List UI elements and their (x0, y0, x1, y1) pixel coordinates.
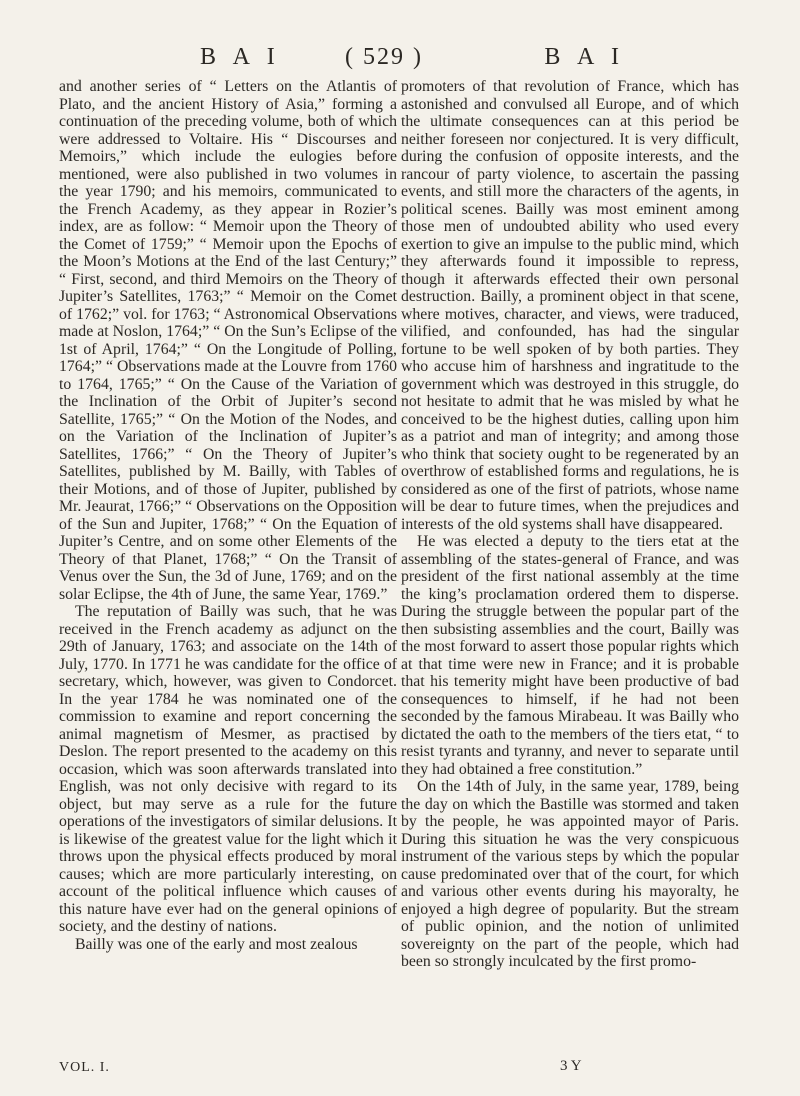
left-column (59, 78, 397, 953)
running-header (200, 44, 625, 74)
page-number: ( 529 ) (345, 44, 423, 70)
paragraph: and another series of “ Letters on the Atlantis of Plato, and the ancient History of Asia,” forming a continuation of the preceding volume, both of which were addressed to Voltaire. His “ Discourses and Memoirs,” which include the eulogies before mentioned, were also published in two volumes in the year 1790; and his memoirs, communicated to the French Academy, as they appear in Rozier’s index, are as follow: “ Memoir upon the Theory of the Comet of 1759;” “ Memoir upon the Epochs of the Moon’s Motions at the End of the last Century;” “ First, second, and third Memoirs on the Theory of Jupiter’s Satellites, 1763;” “ Memoir on the Comet of 1762;” vol. for 1763; “ Astronomical Observations made at Noslon, 1764;” “ On the Sun’s Eclipse of the 1st of April, 1764;” “ On the Longitude of Polling, 1764;” “ Observations made at the Louvre from 1760 to 1764, 1765;” “ On the Cause of the Variation of the Inclination of the Orbit of Jupiter’s second Satellite, 1765;” “ On the Motion of the Nodes, and on the Variation of the Inclination of Jupiter’s Satellites, 1766;” “ On the Theory of Jupiter’s Satellites, published by M. Bailly, with Tables of their Motions, and of those of Jupiter, published by Mr. Jeaurat, 1766;” “ Observations on the Opposition of the Sun and Jupiter, 1768;” “ On the Equation of Jupiter’s Centre, and on some other Elements of the Theory of that Planet, 1768;” “ On the Transit of Venus over the Sun, the 3d of June, 1769; and on the solar Eclipse, the 4th of June, the same Year, 1769.” (59, 78, 397, 603)
right-column (401, 78, 739, 971)
paragraph: promoters of that revolution of France, which has astonished and convulsed all Europe, and of which the ultimate consequences can at this period be neither foreseen nor conjectured. It is very difficult, during the confusion of opposite interests, and the rancour of party violence, to ascertain the passing events, and still more the characters of the agents, in political scenes. Bailly was most eminent among those men of undoubted ability who used every exertion to give an impulse to the public mind, which they afterwards found it impossible to repress, though it afterwards effected their own personal destruction. Bailly, a prominent object in that scene, where motives, character, and views, were traduced, vilified, and confounded, has had the singular fortune to be well spoken of by both parties. They who accuse him of harshness and ingratitude to the government which was destroyed in this struggle, do not hesitate to admit that he was misled by what he conceived to be the highest duties, calling upon him as a patriot and man of integrity; and among those who think that society ought to be regenerated by an overthrow of established forms and regulations, he is considered as one of the first of patriots, whose name will be dear to future times, when the prejudices and interests of the old systems shall have disappeared. (401, 78, 739, 533)
volume-footer: VOL. I. (59, 1060, 110, 1075)
paragraph: The reputation of Bailly was such, that he was received in the French academy as adjunct on the 29th of January, 1763; and associate on the 14th of July, 1770. In 1771 he was candidate for the office of secretary, which, however, was given to Condorcet. In the year 1784 he was nominated one of the commission to examine and report concerning the animal magnetism of Mesmer, as practised by Deslon. The report presented to the academy on this occasion, which was soon afterwards translated into English, was not only decisive with regard to its object, but may serve as a rule for the future operations of the investigators of similar delusions. It is likewise of the greatest value for the light which it throws upon the physical effects produced by moral causes; which are more particularly interesting, on account of the political influence which causes of this nature have ever had on the general opinions of society, and the destiny of nations. (59, 603, 397, 935)
paragraph: Bailly was one of the early and most zealous (75, 935, 358, 953)
signature-mark: 3 Y (560, 1058, 582, 1074)
header-right: B A I (544, 44, 625, 70)
paragraph: On the 14th of July, in the same year, 1789, being the day on which the Bastille was stormed and taken by the people, he was appointed mayor of Paris. During this situation he was the very conspicuous instrument of the various steps by which the popular cause predominated over that of the court, for which and various other events during his mayoralty, he enjoyed a high degree of popularity. But the stream of public opinion, and the notion of unlimited sovereignty on the part of the people, which had been so strongly inculcated by the first promo- (401, 778, 739, 970)
header-left: B A I (200, 44, 281, 70)
paragraph: He was elected a deputy to the tiers etat at the assembling of the states-general of France, and was president of the first national assembly at the time the king’s proclamation ordered them to disperse. During the struggle between the popular part of the then subsisting assemblies and the court, Bailly was the most forward to assert those popular rights which at that time were new in France; and it is probable that his temerity might have been productive of bad consequences to himself, if he had not been seconded by the famous Mirabeau. It was Bailly who dictated the oath to the members of the tiers etat, “ to resist tyrants and tyranny, and never to separate until they had obtained a free constitution.” (401, 533, 739, 778)
